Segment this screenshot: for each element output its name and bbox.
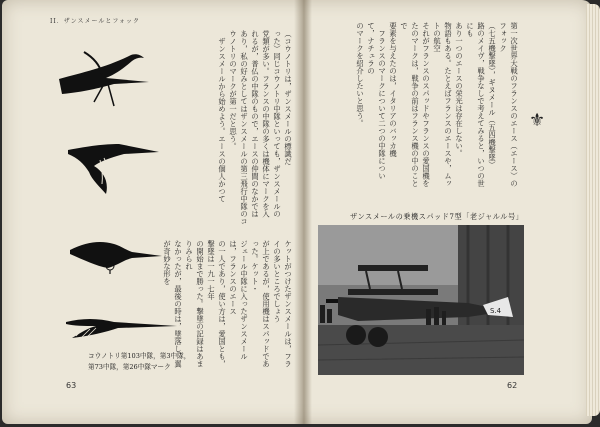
left-body-text-bottom: ケットがつけたザンスメールは，フライの多いところでしょう が上であるが，使用機はスパッドであった。ケット・ ジェール中隊に入ったザンスメールは，フランスのエース の一人であり，使い方は，愛国とも，撃墜は一九一七年 の開始まで勝った。撃墜の記録はあまりみられ なかったが，最後の時は，墜落し，翼が奇妙な形を [163, 240, 293, 368]
insignia-caption [88, 351, 190, 373]
aircraft-photo [318, 225, 524, 375]
left-body-text-top: （コウノトリは，ザンスメールの標識だ った）同じコウノトリ中隊といっても，ザンスメールの 党類が多い。フランスの中隊の多くは機体にマークを入 れるが，普仏の中隊のもので，エースの仲間のなかでは あり，私の好みとしてはザンスメールの第三飛行中隊のコ ウノトリのマークが第一だと思う。 ザンスメールから始めよう。エースの個人かつて [218, 30, 293, 225]
photo-caption: ザンスメールの乗機スパッド7型「老ジャルル号」 [350, 212, 524, 221]
stork-icon [64, 132, 164, 202]
book-spread [2, 0, 592, 424]
stork-icon [66, 236, 166, 276]
svg-text:S.4: S.4 [490, 307, 502, 315]
insignia-caption-line-1: コウノトリ第103中隊，第3中隊， [88, 352, 191, 360]
stork-icon [54, 44, 154, 116]
book-gutter [294, 0, 312, 424]
spad-biplane-image [318, 225, 524, 375]
right-body-text: 第一次世界大戦のフランスのエース（エース）のフォック （七五機撃墜），ギヌメール（五四機撃墜） 路のメイヴ，戦争なしで考えてみると，いつの世にも あり一つのエースの栄光は存在しない。 物語もある。たとえばフランスのエースや，ムットの航空 それがフランスのスパッドやフランスの愛国機を たのマークは，戦争の前はフランス機の中のことで 要素を与えたのは，イタリアのバッカ機 フランスのマークについて二つの中隊について，ナチュラの のマークを紹介したいと思う。 [356, 22, 519, 187]
page-number-left: 63 [66, 381, 77, 390]
page-number-right: 62 [507, 381, 518, 390]
fleur-de-lis-icon: ⚜ [529, 110, 546, 131]
page-edge [586, 4, 600, 416]
insignia-caption-line-2: 第73中隊，第26中隊マーク [88, 363, 171, 371]
running-head: II．ザンスメールとフォック [50, 18, 141, 25]
